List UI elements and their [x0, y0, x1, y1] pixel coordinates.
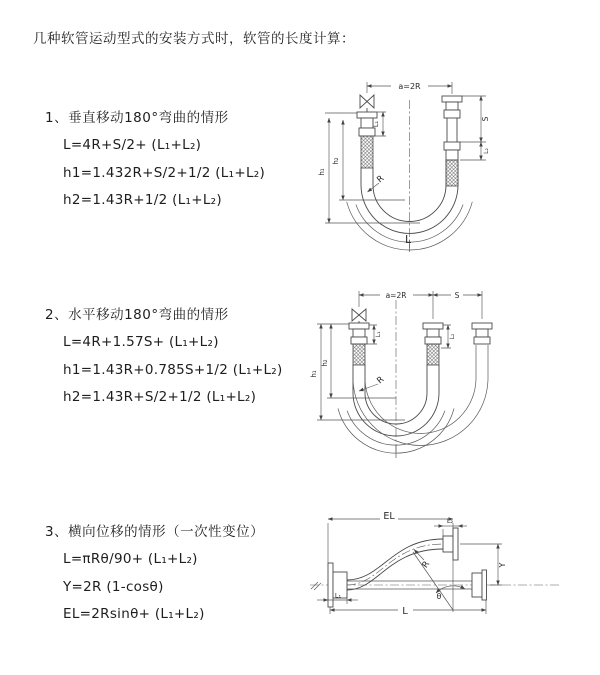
section-3-heading: 3、横向位移的情形（一次性变位） [45, 524, 265, 540]
dim-label-s: S [481, 116, 490, 122]
formula: h2=1.43R+S/2+1/2 (L₁+L₂) [63, 389, 257, 405]
dim-label-h2: h₂ [321, 359, 329, 367]
dim-label-r: R [375, 173, 387, 186]
dim-label-a2r: a=2R [398, 82, 421, 91]
radius-leader [414, 550, 432, 571]
dimension-l1 [317, 592, 358, 605]
dimension-a2r [367, 81, 452, 94]
braided-hose-section [446, 160, 458, 186]
dim-label-l2: L₂ [483, 148, 490, 154]
dim-label-h1: h₁ [310, 370, 318, 378]
formula: h1=1.43R+0.785S+1/2 (L₁+L₂) [63, 361, 283, 378]
left-pipe-fitting [357, 95, 377, 168]
dim-label-l1: L₁ [372, 120, 380, 128]
dim-label-h2: h₂ [332, 157, 340, 165]
section-1 [45, 105, 265, 215]
braided-hose-section [361, 136, 373, 168]
dim-label-h1: h₁ [318, 168, 326, 176]
section-2 [45, 302, 283, 412]
formula: h1=1.432R+S/2+1/2 (L₁+L₂) [63, 164, 266, 181]
right-pipe-fitting-upper-position [442, 96, 462, 142]
dim-label-l1: L₁ [375, 331, 382, 338]
dim-label-l2: L₂ [449, 333, 456, 340]
valve-icon [352, 309, 366, 323]
diagram-horizontal-180-bend [310, 288, 500, 463]
dimension-s [433, 291, 482, 301]
diagram-lateral-displacement [300, 508, 565, 626]
radius-leader [368, 174, 387, 192]
diagram-vertical-180-bend [295, 70, 500, 260]
left-pipe-fitting [349, 309, 369, 365]
dimension-l-total [330, 600, 486, 617]
dim-label-el: EL [383, 511, 395, 522]
right-pipe-fitting-lower-position [444, 142, 460, 186]
hose-u-bend-displaced [353, 345, 488, 446]
formula: L=πRθ/90+ (L₁+L₂) [63, 551, 198, 567]
radius-leader [359, 375, 386, 391]
dim-label-a2r: a=2R [385, 291, 407, 300]
formula: Y=2R (1-cosθ) [63, 578, 164, 595]
formula: h2=1.43R+1/2 (L₁+L₂) [63, 192, 222, 208]
dim-label-y: Y [498, 562, 507, 568]
braided-hose-section [427, 344, 439, 365]
formula: EL=2Rsinθ+ (L₁+L₂) [63, 606, 205, 622]
dim-label-l1: L₁ [334, 591, 342, 600]
left-flange [328, 563, 347, 607]
valve-icon [360, 95, 374, 112]
formula: L=4R+1.57S+ (L₁+L₂) [63, 334, 219, 350]
upper-right-flange [443, 528, 458, 560]
page-title: 几种软管运动型式的安装方式时，软管的长度计算： [33, 31, 355, 47]
centerline-break-icon [311, 582, 321, 590]
dim-label-r: R [375, 374, 387, 387]
dimension-l2 [434, 517, 467, 536]
dim-label-s: S [454, 291, 460, 300]
braided-hose-section [353, 344, 365, 365]
middle-pipe-fitting [423, 323, 443, 365]
dim-label-l2: L₂ [446, 517, 454, 525]
dim-label-l: L [402, 606, 408, 617]
section-2-heading: 2、水平移动180°弯曲的情形 [45, 307, 229, 323]
formula: L=4R+S/2+ (L₁+L₂) [63, 137, 202, 153]
dim-label-l-total: L [405, 233, 412, 246]
centerline [310, 544, 560, 590]
dim-label-r: R [420, 559, 433, 571]
right-pipe-fitting-displaced [472, 323, 492, 344]
section-3 [45, 519, 264, 629]
dim-label-theta: θ [436, 592, 442, 601]
dimension-l2 [481, 142, 490, 160]
section-1-heading: 1、垂直移动180°弯曲的情形 [45, 110, 229, 126]
